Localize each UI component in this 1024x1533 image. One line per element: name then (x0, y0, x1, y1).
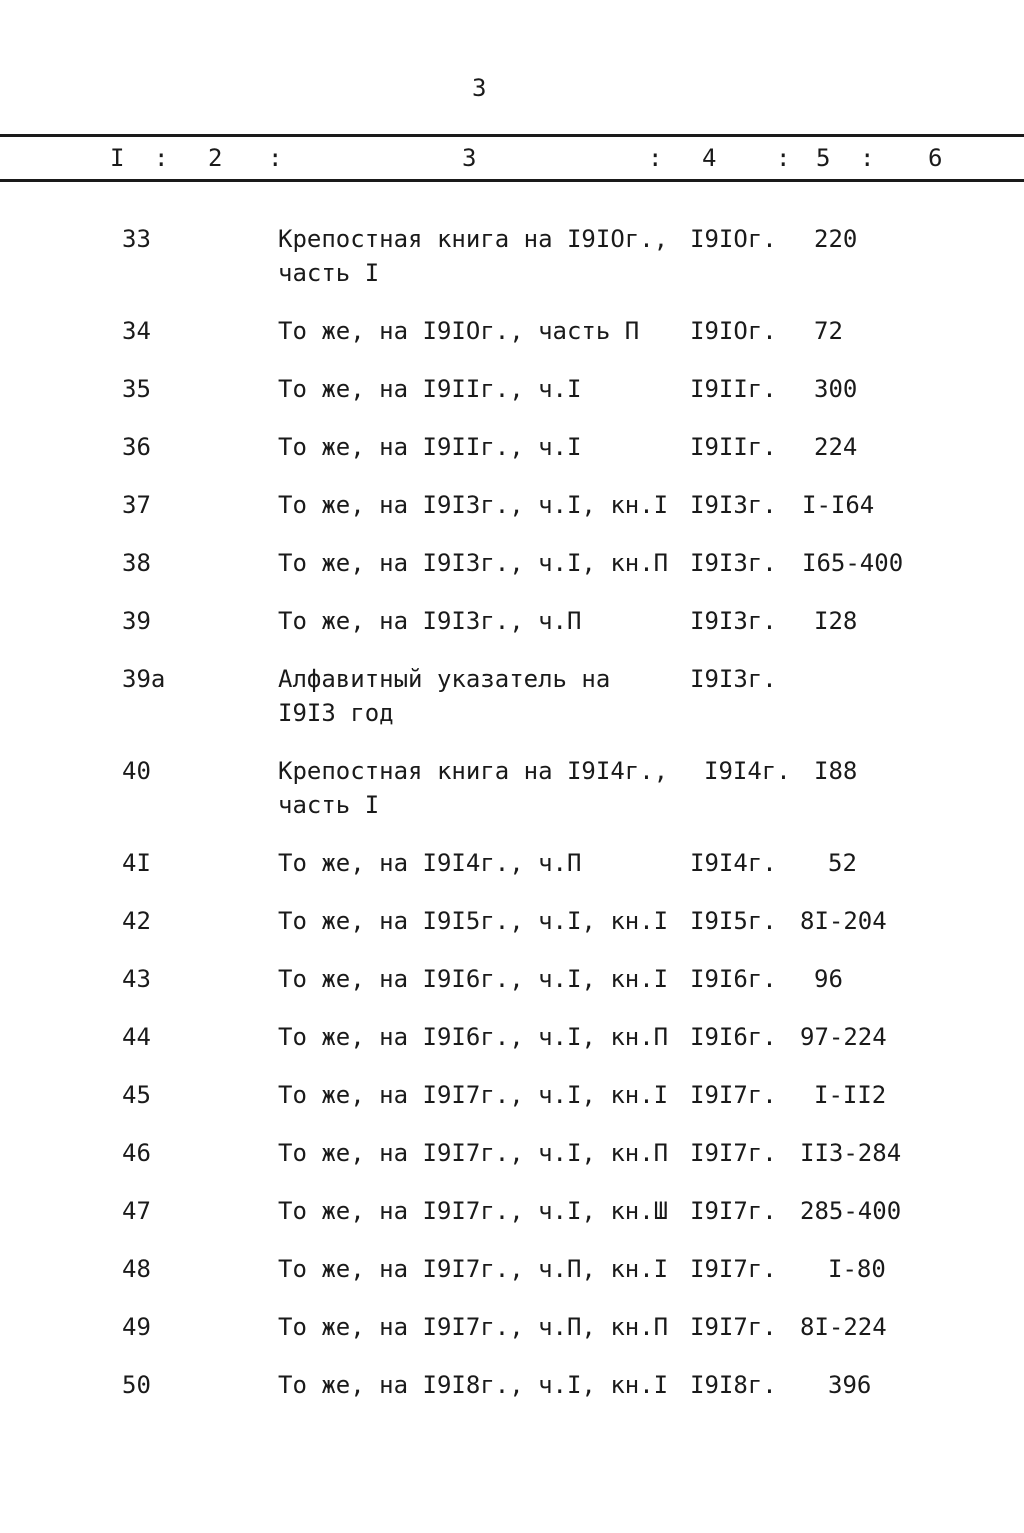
row-date: I9I7г. (690, 1081, 777, 1109)
table-row (0, 1252, 1024, 1286)
header-bottom-rule (0, 179, 1024, 182)
row-number: 37 (122, 491, 151, 519)
row-date: I9I4г. (704, 757, 791, 785)
column-header-separator: : (154, 144, 169, 172)
row-date: I9I6г. (690, 965, 777, 993)
table-row (0, 546, 1024, 580)
row-date: I9IOг. (690, 225, 777, 253)
row-pages: 220 (814, 225, 858, 253)
column-header-3: 3 (462, 144, 477, 172)
row-date: I9I4г. (690, 849, 777, 877)
row-number: 46 (122, 1139, 151, 1167)
row-description: То же, на I9I7г., ч.I, кн.П (278, 1139, 669, 1167)
row-pages: 52 (828, 849, 857, 877)
column-header-2: 2 (208, 144, 223, 172)
table-row (0, 430, 1024, 464)
page-number: 3 (472, 74, 487, 102)
row-number: 33 (122, 225, 151, 253)
row-pages: 224 (814, 433, 858, 461)
row-number: 48 (122, 1255, 151, 1283)
table-row (0, 846, 1024, 880)
row-pages: 72 (814, 317, 843, 345)
table-row (0, 1194, 1024, 1228)
row-number: 45 (122, 1081, 151, 1109)
inventory-table (0, 222, 1024, 1426)
row-description: То же, на I9IOг., часть П (278, 317, 640, 345)
row-pages: 96 (814, 965, 843, 993)
column-header-4: 4 (702, 144, 717, 172)
row-description: То же, на I9I3г., ч.I, кн.I (278, 491, 669, 519)
row-pages: I-I64 (802, 491, 875, 519)
table-row (0, 1020, 1024, 1054)
table-row (0, 1078, 1024, 1112)
row-description: Крепостная книга на I9I4г., часть I (278, 757, 669, 819)
row-pages: I-II2 (814, 1081, 887, 1109)
row-number: 44 (122, 1023, 151, 1051)
column-header-5: 5 (816, 144, 831, 172)
row-description: То же, на I9I7г., ч.П, кн.П (278, 1313, 669, 1341)
row-number: 39а (122, 665, 166, 693)
row-description: То же, на I9I4г., ч.П (278, 849, 582, 877)
row-number: 49 (122, 1313, 151, 1341)
row-pages: 8I-224 (800, 1313, 887, 1341)
column-header-1: I (110, 144, 125, 172)
row-description: То же, на I9I3г., ч.П (278, 607, 582, 635)
row-pages: 97-224 (800, 1023, 887, 1051)
table-row (0, 372, 1024, 406)
column-header-separator: : (860, 144, 875, 172)
row-pages: 8I-204 (800, 907, 887, 935)
row-pages: 285-400 (800, 1197, 902, 1225)
row-date: I9I7г. (690, 1255, 777, 1283)
row-number: 40 (122, 757, 151, 785)
row-number: 34 (122, 317, 151, 345)
column-header-row (0, 142, 1024, 176)
table-row (0, 754, 1024, 822)
row-date: I9I3г. (690, 607, 777, 635)
row-description: То же, на I9IIг., ч.I (278, 375, 582, 403)
row-pages: I28 (814, 607, 858, 635)
row-date: I9I3г. (690, 491, 777, 519)
column-header-6: 6 (928, 144, 943, 172)
row-date: I9I7г. (690, 1197, 777, 1225)
row-date: I9I6г. (690, 1023, 777, 1051)
row-description: То же, на I9I7г., ч.I, кн.Ш (278, 1197, 669, 1225)
row-number: 47 (122, 1197, 151, 1225)
row-date: I9IIг. (690, 433, 777, 461)
table-row (0, 1136, 1024, 1170)
header-top-rule (0, 134, 1024, 137)
column-header-separator: : (268, 144, 283, 172)
row-description: То же, на I9I7г., ч.П, кн.I (278, 1255, 669, 1283)
row-number: 35 (122, 375, 151, 403)
table-row (0, 1310, 1024, 1344)
table-row (0, 604, 1024, 638)
row-description: Крепостная книга на I9IOг., часть I (278, 225, 669, 287)
row-pages: I88 (814, 757, 858, 785)
row-description: То же, на I9I3г., ч.I, кн.П (278, 549, 669, 577)
table-row (0, 314, 1024, 348)
row-number: 4I (122, 849, 151, 877)
row-description: То же, на I9I6г., ч.I, кн.I (278, 965, 669, 993)
row-pages: II3-284 (800, 1139, 902, 1167)
row-date: I9I5г. (690, 907, 777, 935)
row-description: То же, на I9I6г., ч.I, кн.П (278, 1023, 669, 1051)
row-date: I9I7г. (690, 1139, 777, 1167)
row-description: То же, на I9I5г., ч.I, кн.I (278, 907, 669, 935)
table-row (0, 662, 1024, 730)
row-number: 38 (122, 549, 151, 577)
row-description: Алфавитный указатель на I9I3 год (278, 665, 611, 727)
row-pages: 396 (828, 1371, 872, 1399)
row-description: То же, на I9I7г., ч.I, кн.I (278, 1081, 669, 1109)
row-date: I9IIг. (690, 375, 777, 403)
row-date: I9I7г. (690, 1313, 777, 1341)
row-date: I9IOг. (690, 317, 777, 345)
table-row (0, 222, 1024, 290)
row-number: 36 (122, 433, 151, 461)
row-date: I9I3г. (690, 665, 777, 693)
row-number: 43 (122, 965, 151, 993)
row-description: То же, на I9IIг., ч.I (278, 433, 582, 461)
row-pages: 300 (814, 375, 858, 403)
table-row (0, 904, 1024, 938)
table-row (0, 488, 1024, 522)
table-row (0, 962, 1024, 996)
row-description: То же, на I9I8г., ч.I, кн.I (278, 1371, 669, 1399)
column-header-separator: : (776, 144, 791, 172)
row-pages: I-80 (828, 1255, 886, 1283)
row-number: 50 (122, 1371, 151, 1399)
row-pages: I65-400 (802, 549, 904, 577)
row-date: I9I8г. (690, 1371, 777, 1399)
row-number: 42 (122, 907, 151, 935)
row-date: I9I3г. (690, 549, 777, 577)
table-row (0, 1368, 1024, 1402)
column-header-separator: : (648, 144, 663, 172)
row-number: 39 (122, 607, 151, 635)
